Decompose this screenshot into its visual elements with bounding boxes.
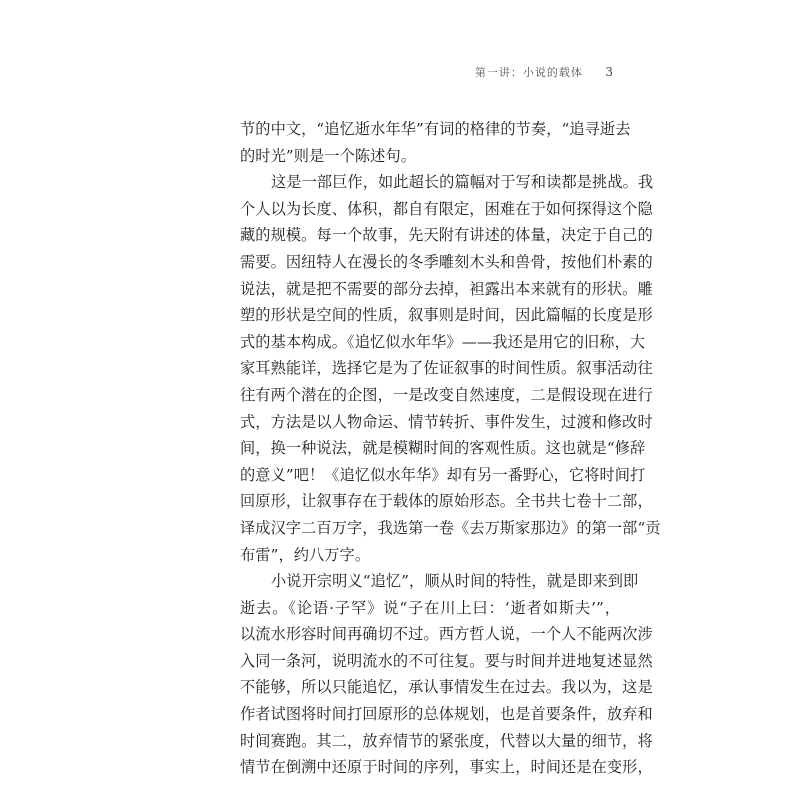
running-head — [475, 64, 614, 80]
text-line: 作者试图将时间打回原形的总体规划，也是首要条件，放弃和 — [240, 705, 653, 724]
text-line: 不能够，所以只能追忆，承认事情发生在过去。我以为，这是 — [240, 678, 653, 697]
text-line: 的时光”则是一个陈述句。 — [240, 146, 417, 165]
text-line: 布雷”，约八万字。 — [240, 545, 371, 564]
text-line: 节的中文，“追忆逝水年华”有词的格律的节奏，“追寻逝去 — [240, 120, 631, 138]
text-line: 以流水形容时间再确切不过。西方哲人说，一个人不能两次涉 — [240, 625, 653, 644]
text-line: 式的基本构成。《追忆似水年华》——我还是用它的旧称，大 — [240, 332, 646, 351]
text-line: 情节在倒溯中还原于时间的序列，事实上，时间还是在变形， — [240, 758, 653, 777]
body-text — [240, 116, 661, 781]
text-line: 的意义”吧！《追忆似水年华》却有另一番野心，它将时间打 — [240, 465, 646, 484]
text-line: 回原形，让叙事存在于载体的原始形态。全书共七卷十二部， — [240, 492, 653, 511]
paragraph — [240, 568, 653, 781]
text-line: 家耳熟能详，选择它是为了佐证叙事的时间性质。叙事活动往 — [240, 359, 653, 378]
text-line: 往有两个潜在的企图，一是改变自然速度，二是假设现在进行 — [240, 385, 653, 404]
text-line: 这是一部巨作，如此超长的篇幅对于写和读都是挑战。我 — [271, 173, 654, 192]
text-line: 藏的规模。每一个故事，先天附有讲述的体量，决定于自己的 — [240, 226, 653, 245]
paragraph — [240, 116, 631, 169]
text-line: 说法，就是把不需要的部分去掉，袒露出本来就有的形状。雕 — [240, 279, 653, 298]
text-line: 间，换一种说法，就是模糊时间的客观性质。这也就是“修辞 — [240, 439, 646, 458]
text-line: 时间赛跑。其二，放弃情节的紧张度，代替以大量的细节，将 — [240, 731, 653, 750]
text-line: 入同一条河，说明流水的不可往复。要与时间并进地复述显然 — [240, 651, 653, 670]
page-number: 3 — [605, 65, 614, 79]
text-line: 译成汉字二百万字，我选第一卷《去万斯家那边》的第一部“贡 — [240, 518, 661, 537]
paragraph — [240, 169, 661, 568]
text-line: 个人以为长度、体积，都自有限定，困难在于如何探得这个隐 — [240, 199, 653, 218]
chapter-title: 第一讲：小说的载体 — [474, 66, 583, 79]
text-line: 逝去。《论语·子罕》说“子在川上曰：‘逝者如斯夫’”， — [240, 598, 620, 617]
text-line: 式，方法是以人物命运、情节转折、事件发生，过渡和修改时 — [240, 412, 653, 431]
text-line: 需要。因纽特人在漫长的冬季雕刻木头和兽骨，按他们朴素的 — [240, 252, 653, 271]
text-line: 塑的形状是空间的性质，叙事则是时间，因此篇幅的长度是形 — [240, 306, 653, 325]
text-line: 小说开宗明义“追忆”，顺从时间的特性，就是即来到即 — [271, 572, 639, 591]
